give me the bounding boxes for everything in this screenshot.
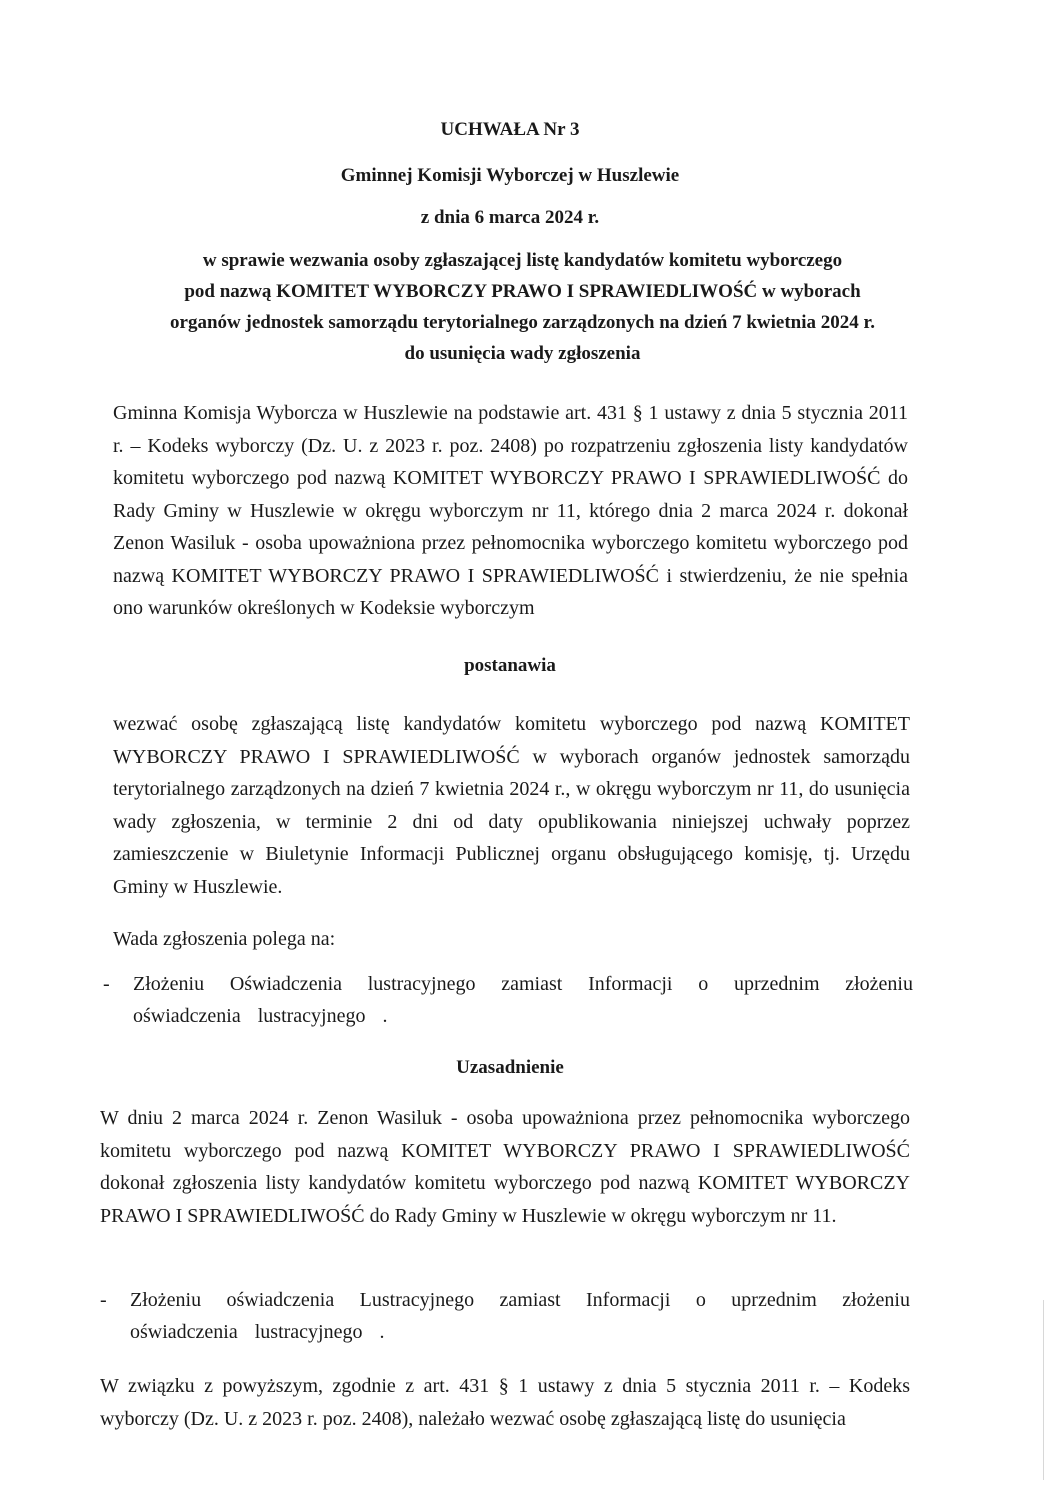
- subject-line: organów jednostek samorządu terytorialnego zarządzonych na dzień 7 kwietnia 2024 r.: [170, 312, 875, 333]
- defect-intro: Wada zgłoszenia polega na:: [113, 928, 336, 950]
- subject-line: pod nazwą KOMITET WYBORCZY PRAWO I SPRAWIEDLIWOŚĆ w wyborach: [184, 281, 861, 302]
- decision-paragraph: wezwać osobę zgłaszającą listę kandydatów komitetu wyborczego pod nazwą KOMITET WYBORCZY PRAWO I SPRAWIEDLIWOŚĆ w wyborach organów jednostek samorządu terytorialnego zarządzonych na dzień 7 kwietnia 2024 r., w okręgu wyborczym nr 11, do usunięcia wady zgłoszenia, w terminie 2 dni od daty opublikowania niniejszej uchwały poprzez zamieszczenie w Biuletynie Informacji Publicznej organu obsługującego komisję, tj. Urzędu Gminy w Huszlewie.: [113, 713, 910, 898]
- justification-item: Złożeniu oświadczenia Lustracyjnego zamiast Informacji o uprzednim złożeniu oświadczenia lustracyjnego .: [130, 1289, 910, 1343]
- subject-line: do usunięcia wady zgłoszenia: [404, 343, 641, 364]
- defect-item: Złożeniu Oświadczenia lustracyjnego zamiast Informacji o uprzednim złożeniu oświadczenia lustracyjnego .: [133, 973, 913, 1027]
- resolution-title: UCHWAŁA Nr 3: [440, 119, 580, 140]
- resolution-date: z dnia 6 marca 2024 r.: [420, 207, 600, 228]
- scan-edge-line: [1043, 1300, 1044, 1480]
- justification-paragraph: W dniu 2 marca 2024 r. Zenon Wasiluk - osoba upoważniona przez pełnomocnika wyborczego komitetu wyborczego pod nazwą KOMITET WYBORCZY PRAWO I SPRAWIEDLIWOŚĆ dokonał zgłoszenia listy kandydatów komitetu wyborczego pod nazwą KOMITET WYBORCZY PRAWO I SPRAWIEDLIWOŚĆ do Rady Gminy w Huszlewie w okręgu wyborczym nr 11.: [100, 1107, 910, 1227]
- issuing-body: Gminnej Komisji Wyborczej w Huszlewie: [340, 165, 680, 186]
- subject-line: w sprawie wezwania osoby zgłaszającej listę kandydatów komitetu wyborczego: [202, 250, 843, 271]
- bullet-dash: -: [100, 1289, 107, 1311]
- subject-block: [135, 245, 910, 369]
- preamble-paragraph: Gminna Komisja Wyborcza w Huszlewie na podstawie art. 431 § 1 ustawy z dnia 5 stycznia 2011 r. – Kodeks wyborczy (Dz. U. z 2023 r. poz. 2408) po rozpatrzeniu zgłoszenia listy kandydatów komitetu wyborczego pod nazwą KOMITET WYBORCZY PRAWO I SPRAWIEDLIWOŚĆ do Rady Gminy w Huszlewie w okręgu wyborczym nr 11, którego dnia 2 marca 2024 r. dokonał Zenon Wasiluk - osoba upoważniona przez pełnomocnika wyborczego komitetu wyborczego pod nazwą KOMITET WYBORCZY PRAWO I SPRAWIEDLIWOŚĆ i stwierdzeniu, że nie spełnia ono warunków określonych w Kodeksie wyborczym: [113, 402, 908, 619]
- bullet-dash: -: [103, 973, 110, 995]
- justification-heading: Uzasadnienie: [456, 1057, 564, 1078]
- conclusion-paragraph: W związku z powyższym, zgodnie z art. 431 § 1 ustawy z dnia 5 stycznia 2011 r. – Kodeks wyborczy (Dz. U. z 2023 r. poz. 2408), należało wezwać osobę zgłaszającą listę do usunięcia: [100, 1375, 910, 1430]
- decides-heading: postanawia: [464, 655, 556, 676]
